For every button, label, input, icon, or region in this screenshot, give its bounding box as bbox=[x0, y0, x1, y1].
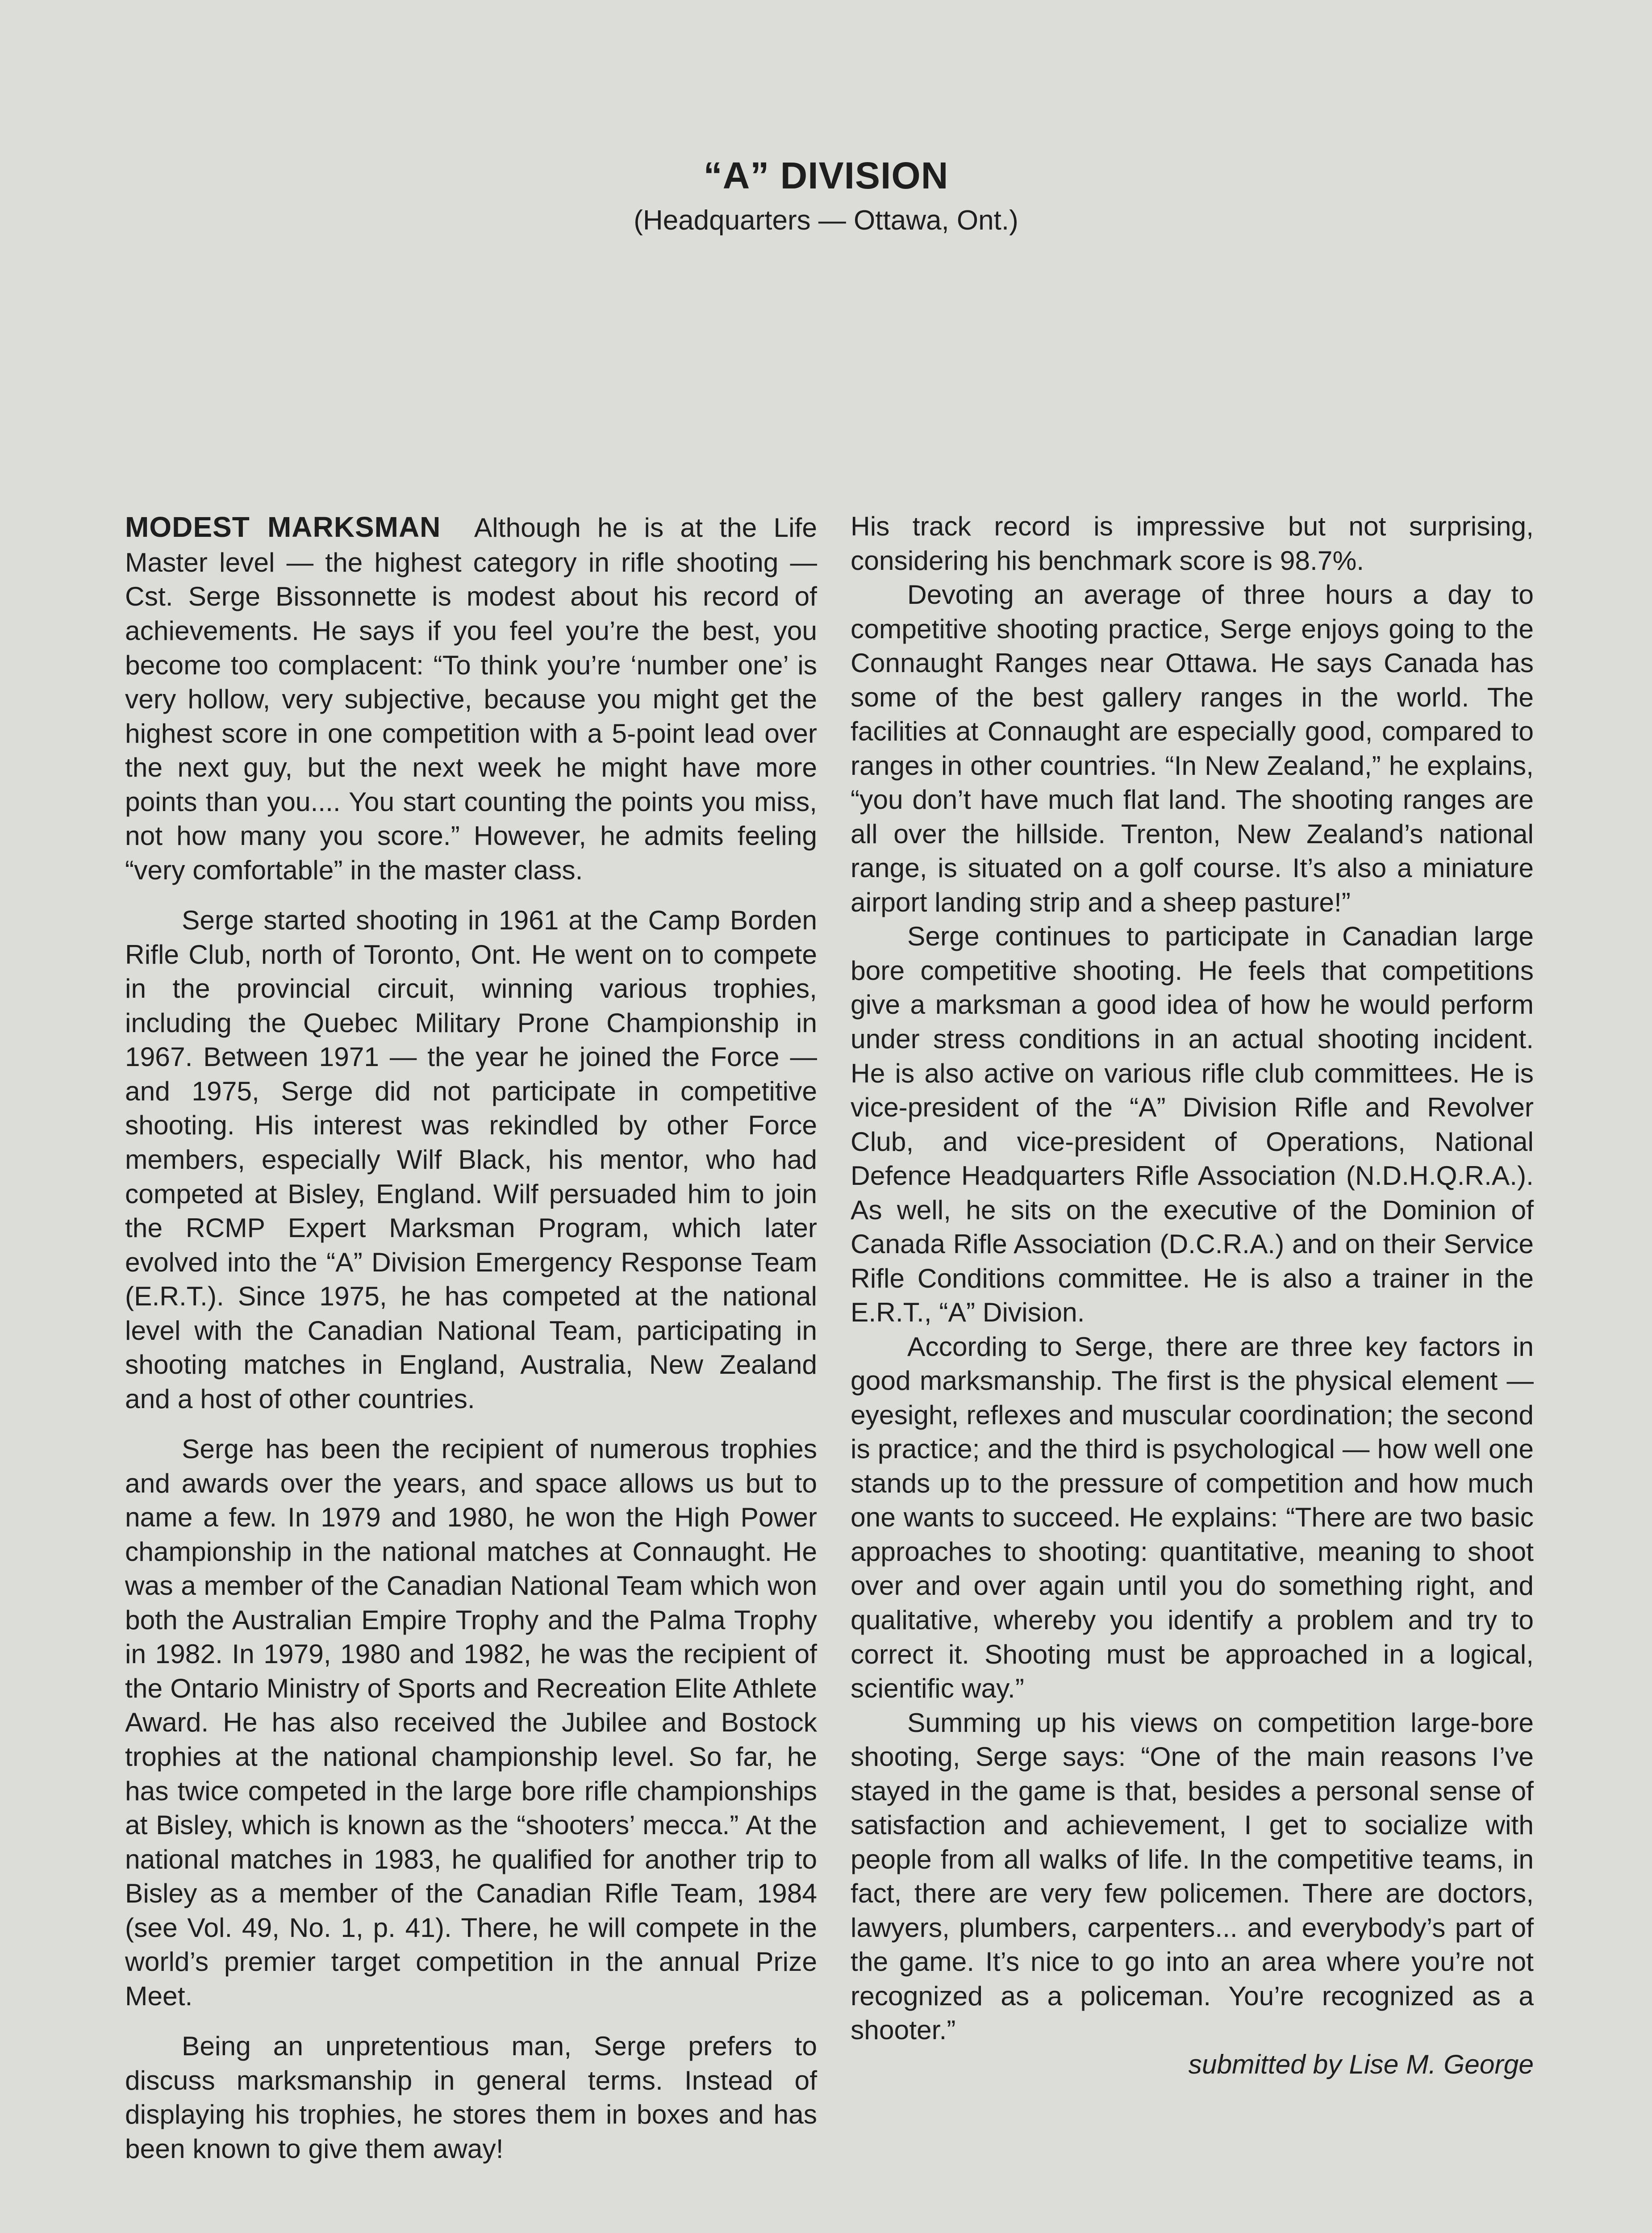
left-column bbox=[125, 509, 817, 2166]
article-paragraph: Serge started shooting in 1961 at the Camp Borden Rifle Club, north of Toronto, Ont. He went on to compete in the provincial circuit, winning various trophies, including the Quebec Military Prone Championship in 1967. Between 1971 — the year he joined the Force — and 1975, Serge did not participate in competitive shooting. His interest was rekindled by other Force members, especially Wilf Black, his mentor, who had competed at Bisley, England. Wilf persuaded him to join the RCMP Expert Marksman Program, which later evolved into the “A” Division Emergency Response Team (E.R.T.). Since 1975, he has competed at the national level with the Canadian National Team, participating in shooting matches in England, Australia, New Zealand and a host of other countries. bbox=[125, 905, 817, 1414]
page-title: “A” DIVISION bbox=[703, 155, 949, 197]
article-paragraph: Serge continues to participate in Canadian large bore competitive shooting. He feels that competitions give a marksman a good idea of how he would perform under stress conditions in an actual shooting incident. He is also active on various rifle club committees. He is vice-president of the “A” Division Rifle and Revolver Club, and vice-president of Operations, National Defence Headquarters Rifle Association (N.D.H.Q.R.A.). As well, he sits on the executive of the Dominion of Canada Rifle Association (D.C.R.A.) and on their Service Rifle Conditions committee. He is also a trainer in the E.R.T., “A” Division. bbox=[851, 921, 1534, 1328]
article-paragraph: His track record is impressive but not surprising, considering his benchmark score is 98.7%. bbox=[851, 511, 1534, 576]
page-header bbox=[0, 154, 1652, 236]
page-subtitle: (Headquarters — Ottawa, Ont.) bbox=[634, 205, 1018, 236]
article-paragraph: Being an unpretentious man, Serge prefers to discuss marksmanship in general terms. Instead of displaying his trophies, he stores them in boxes and has been known to give them away! bbox=[125, 2031, 817, 2164]
article-paragraph bbox=[125, 509, 817, 887]
lead-heading: MODEST MARKSMAN bbox=[125, 511, 441, 543]
article-paragraph: According to Serge, there are three key factors in good marksmanship. The first is the physical element — eyesight, reflexes and muscular coordination; the second is practice; and the third is psychological — how well one stands up to the pressure of competition and how much one wants to succeed. He explains: “There are two basic approaches to shooting: quantitative, meaning to shoot over and over again until you do something right, and qualitative, whereby you identify a problem and try to correct it. Shooting must be approached in a logical, scientific way.” bbox=[851, 1331, 1534, 1704]
article-paragraph: Serge has been the recipient of numerous trophies and awards over the years, and space allows us but to name a few. In 1979 and 1980, he won the High Power championship in the national matches at Connaught. He was a member of the Canadian National Team which won both the Australian Empire Trophy and the Palma Trophy in 1982. In 1979, 1980 and 1982, he was the recipient of the Ontario Ministry of Sports and Recreation Elite Athlete Award. He has also received the Jubilee and Bostock trophies at the national championship level. So far, he has twice competed in the large bore rifle championships at Bisley, which is known as the “shooters’ mecca.” At the national matches in 1983, he qualified for another trip to Bisley as a member of the Canadian Rifle Team, 1984 (see Vol. 49, No. 1, p. 41). There, he will compete in the world’s premier target competition in the annual Prize Meet. bbox=[125, 1434, 817, 2011]
right-column bbox=[851, 509, 1534, 2081]
article-paragraph: Summing up his views on competition large-bore shooting, Serge says: “One of the main reasons I’ve stayed in the game is that, besides a personal sense of satisfaction and achievement, I get to socialize with people from all walks of life. In the competitive teams, in fact, there are very few policemen. There are doctors, lawyers, plumbers, carpenters... and everybody’s part of the game. It’s nice to go into an area where you’re not recognized as a policeman. You’re recognized as a shooter.” bbox=[851, 1707, 1534, 2045]
paragraph-text: Although he is at the Life Master level — the highest category in rifle shooting — Cst. Serge Bissonnette is modest about his record of achievements. He says if you feel you’re the best, you become too complacent: “To think you’re ‘number one’ is very hollow, very subjective, because you might get the highest score in one competition with a 5-point lead over the next guy, but the next week he might have more points than you.... You start counting the points you miss, not how many you score.” However, he admits feeling “very comfortable” in the master class. bbox=[125, 512, 818, 885]
article-paragraph: Devoting an average of three hours a day to competitive shooting practice, Serge enjoys going to the Connaught Ranges near Ottawa. He says Canada has some of the best gallery ranges in the world. The facilities at Connaught are especially good, compared to ranges in other countries. “In New Zealand,” he explains, “you don’t have much flat land. The shooting ranges are all over the hillside. Trenton, New Zealand’s national range, is situated on a golf course. It’s also a miniature airport landing strip and a sheep pasture!” bbox=[851, 579, 1534, 917]
byline: submitted by Lise M. George bbox=[1188, 2049, 1534, 2079]
